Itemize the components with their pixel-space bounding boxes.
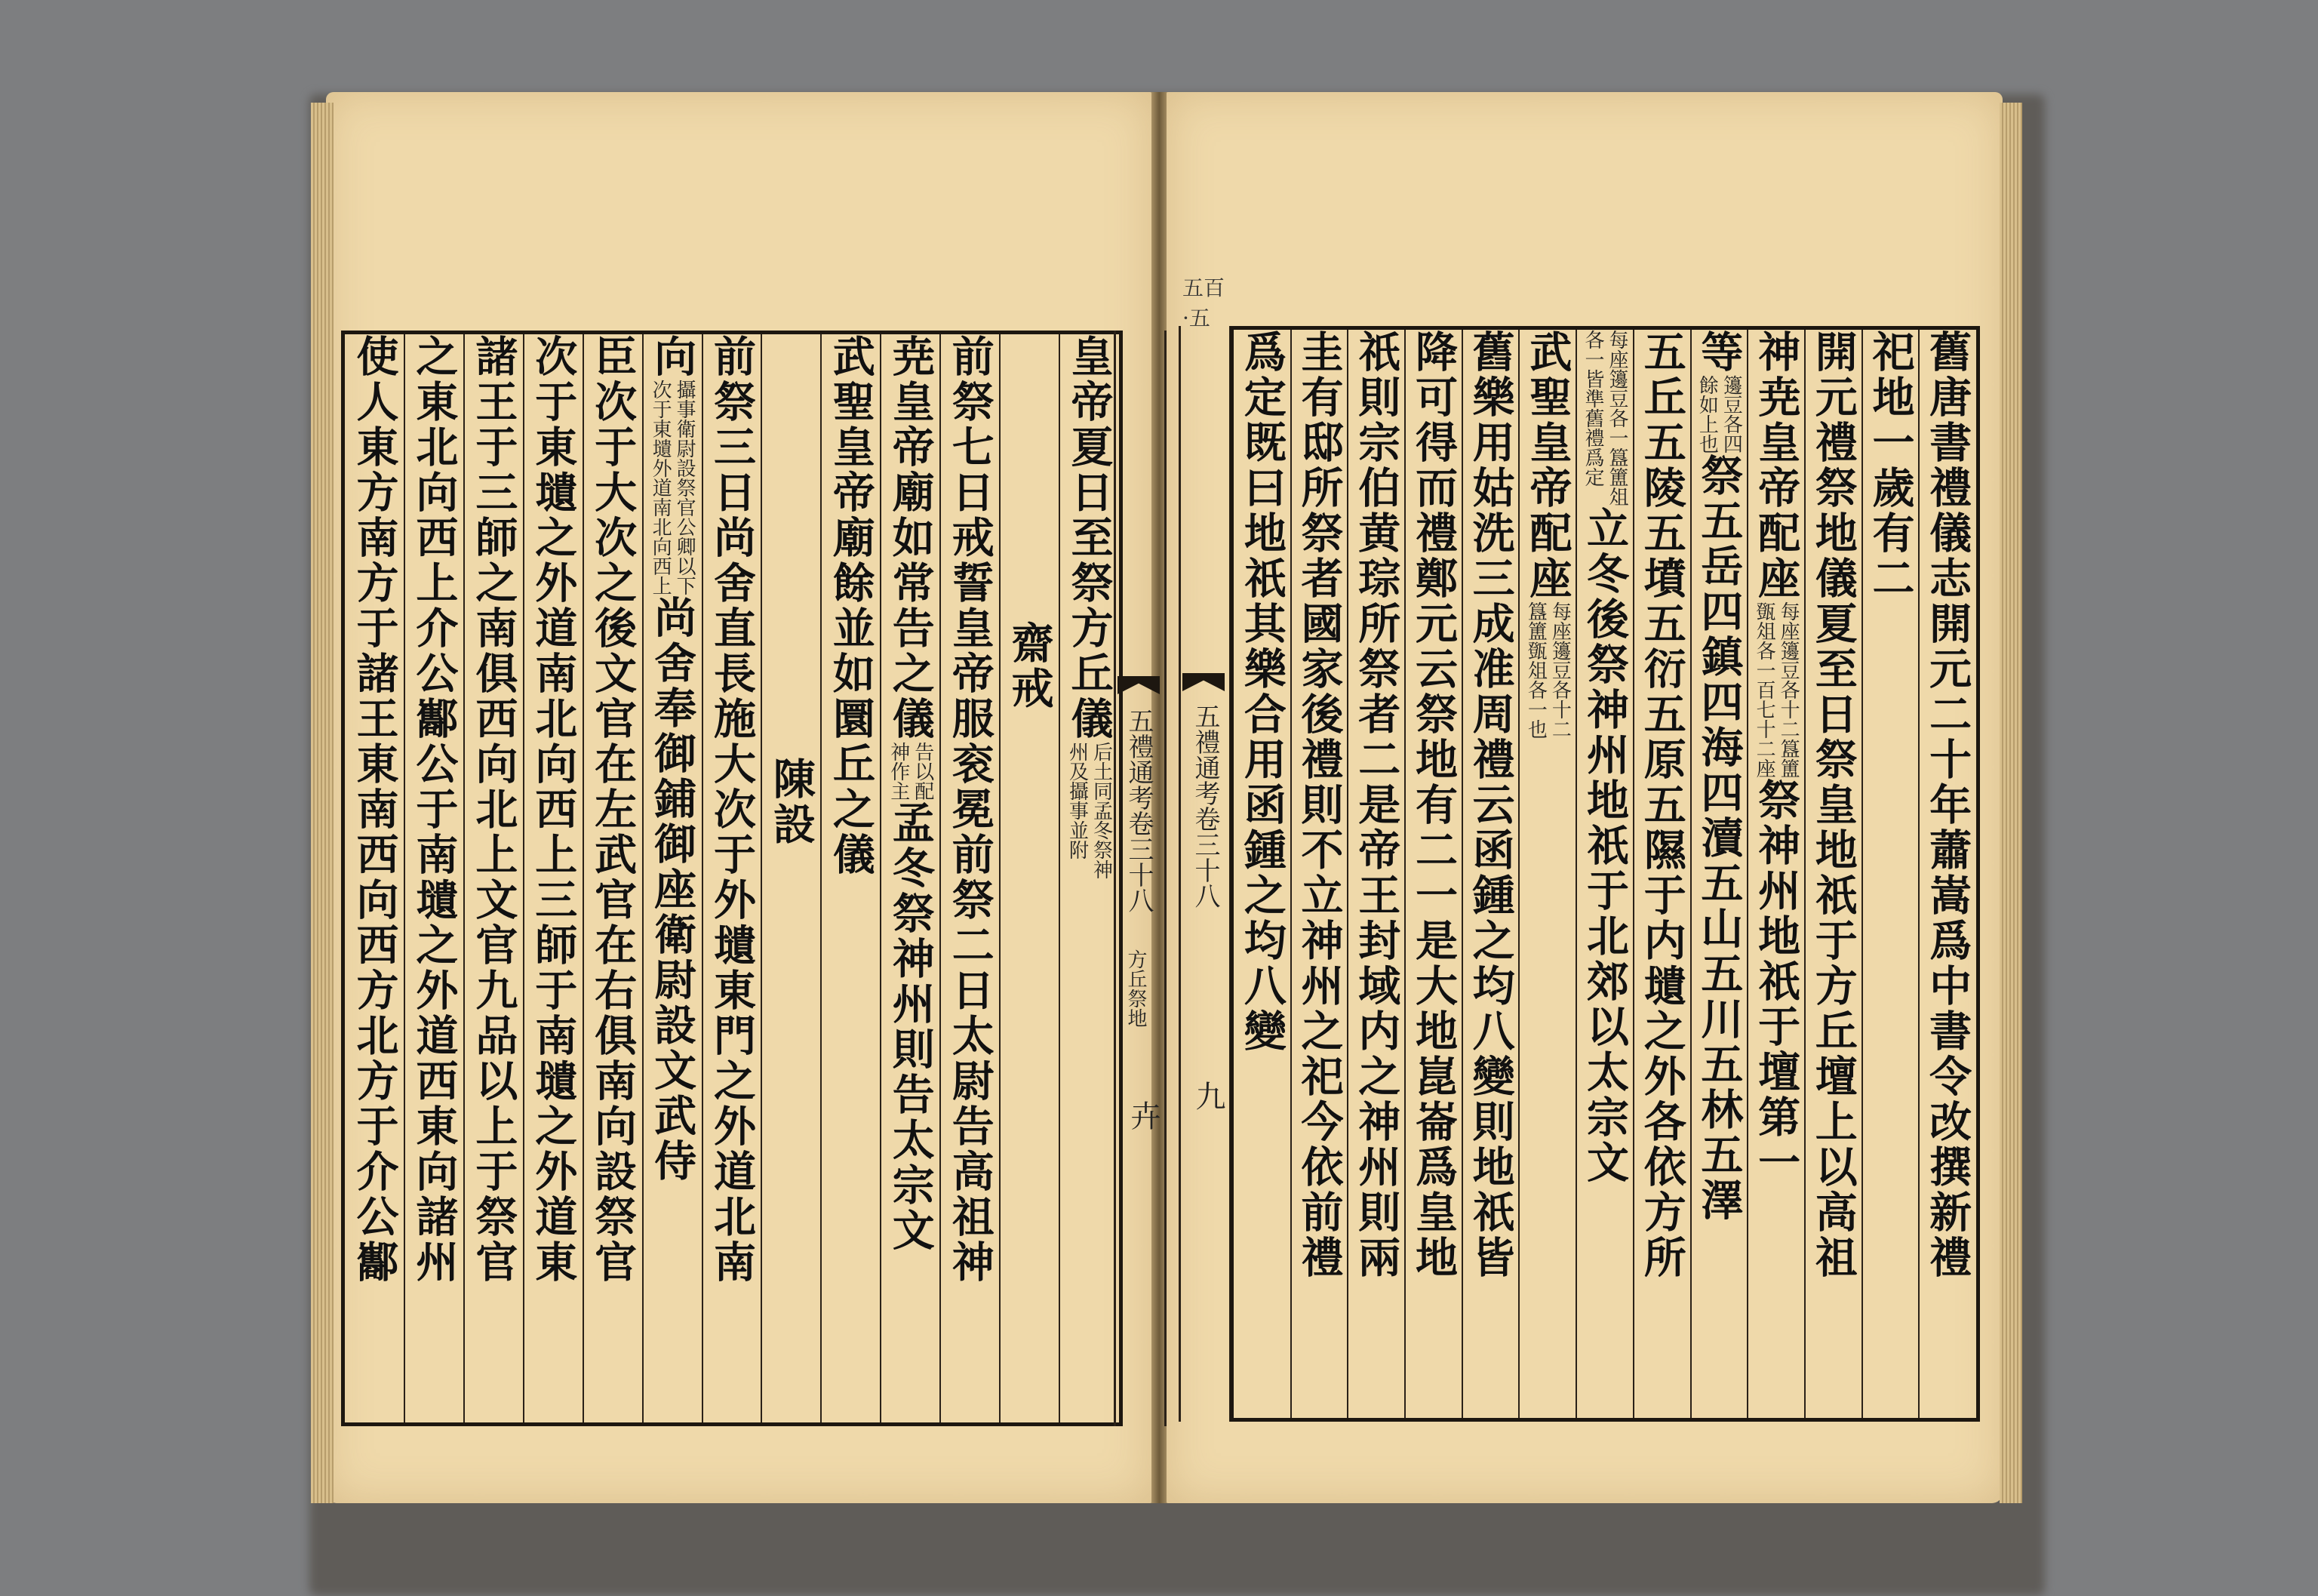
text-column [1691, 330, 1748, 1418]
note-line: 次于東壝外道南北向西上 [649, 380, 672, 595]
column-main-text: 使人東方南方于諸王東南西向西方北方于介公酅 [349, 334, 400, 1285]
column-main-text: 之東北向西上介公酅公于南壝之外道西東向諸州 [409, 334, 460, 1285]
page-edges [2000, 103, 2022, 1503]
interlinear-note [1524, 601, 1571, 739]
interlinear-note [649, 380, 696, 595]
column-rule [1747, 330, 1748, 1418]
column-rule [523, 334, 524, 1422]
column-main-text: 武聖皇帝配座 [1523, 330, 1573, 601]
note-line: 簋簠㽅俎各一也 [1524, 601, 1548, 739]
column-rule [999, 334, 1001, 1422]
right-text-block [1230, 326, 1980, 1422]
text-column [702, 334, 762, 1422]
column-main-text: 等 [1694, 330, 1745, 375]
text-column [1805, 330, 1862, 1418]
text-column [940, 334, 1000, 1422]
note-line: 每座籩豆各十二 [1548, 601, 1572, 739]
text-column [583, 334, 643, 1422]
subsection-setup: 陳設 [766, 757, 816, 847]
text-column [761, 334, 821, 1422]
note-line: 神作主 [887, 742, 910, 801]
note-line: 每座籩豆各十二簋簠 [1777, 601, 1800, 778]
heading-note [1066, 742, 1113, 879]
column-main-text: 尭皇帝廟如常告之儀 [885, 334, 936, 742]
column-rule [761, 334, 762, 1422]
text-column [1634, 330, 1691, 1418]
note-line: 各一皆準舊禮爲定 [1582, 330, 1605, 487]
column-main-text: 祀地一歲有二 [1865, 330, 1916, 601]
column-rule [1633, 330, 1634, 1418]
column-continued-text: 孟冬祭神州則告太宗文 [885, 801, 936, 1253]
column-main-text: 臣次于大次之後文官在左武官在右俱南向設祭官 [588, 334, 638, 1285]
text-column [345, 334, 404, 1422]
text-column [1519, 330, 1576, 1418]
column-continued-text: 尚舍奉御鋪御座衛尉設文武侍 [647, 595, 698, 1184]
text-column [1748, 330, 1805, 1418]
fishtail-mark [1182, 673, 1225, 691]
text-column [404, 334, 464, 1422]
note-line: 告以配 [911, 742, 934, 801]
column-rule [1404, 330, 1406, 1418]
interlinear-note [1582, 330, 1628, 506]
text-column [1234, 330, 1291, 1418]
column-rule [1576, 330, 1577, 1418]
text-column [464, 334, 524, 1422]
column-rule [404, 334, 405, 1422]
column-main-text: 舊樂用姑洗三成准周禮云函鍾之均八變則地祇皆 [1465, 330, 1516, 1281]
column-rule [939, 334, 941, 1422]
interlinear-note [1695, 375, 1742, 454]
left-margin-chapter: 方丘祭地 [1124, 949, 1147, 1028]
left-margin-book-title: 五禮通考卷三十八 [1124, 708, 1154, 913]
column-rule [1804, 330, 1806, 1418]
right-fold-column [1179, 275, 1231, 1422]
text-column [1291, 330, 1348, 1418]
left-page [326, 92, 1161, 1503]
column-main-text: 舊唐書禮儀志開元二十年蕭嵩爲中書令改撰新禮 [1923, 330, 1973, 1281]
column-main-text: 神尭皇帝配座 [1751, 330, 1802, 601]
note-line: 籩豆各四 [1720, 375, 1743, 454]
column-rule [1462, 330, 1463, 1418]
text-column [881, 334, 940, 1422]
column-main-text: 開元禮祭地儀夏至日祭皇地祇于方丘壇上以高祖 [1808, 330, 1858, 1281]
interlinear-note [1753, 601, 1800, 778]
column-main-text: 諸王于三師之南俱西向北上文官九品以上于祭官 [469, 334, 519, 1285]
column-continued-text: 祭五岳四鎮四海四瀆五山五川五林五澤 [1694, 454, 1745, 1223]
text-column [1348, 330, 1405, 1418]
text-column [643, 334, 702, 1422]
text-column [1462, 330, 1520, 1418]
left-margin-folio: 卉 [1126, 1100, 1161, 1130]
page-edges [311, 103, 334, 1503]
column-rule [1861, 330, 1863, 1418]
column-continued-text: 立冬後祭神州地祇于北郊以太宗文 [1580, 506, 1631, 1185]
column-main-text: 前祭七日戒誓皇帝服衮冕前祭二日太尉告高祖神 [945, 334, 995, 1285]
column-main-text: 向 [647, 334, 698, 380]
interlinear-note [887, 742, 934, 801]
column-main-text: 爲定既曰地祇其樂合用函鍾之均八變 [1237, 330, 1287, 1054]
left-fold-column [1114, 331, 1167, 1426]
column-rule [1918, 330, 1920, 1418]
column-rule [1347, 330, 1348, 1418]
edition-mark: 五百·五 [1182, 275, 1225, 331]
column-rule [702, 334, 703, 1422]
note-line: 攝事衛尉設祭官公卿以下 [673, 380, 696, 595]
column-main-text: 五丘五陵五墳五衍五原五隰于内壝之外各依方所 [1637, 330, 1687, 1281]
note-line: 㽅俎各一百七十二座 [1753, 601, 1776, 778]
column-main-text: 前祭三日尚舍直長施大次于外壝東門之外道北南 [707, 334, 757, 1285]
column-main-text: 圭有邸所祭者國家後禮則不立神州之祀今依前禮 [1294, 330, 1345, 1281]
text-column [1576, 330, 1634, 1418]
note-line: 州及攝事並附 [1065, 742, 1089, 860]
column-main-text: 次于東壝之外道南北向西上三師于南壝之外道東 [528, 334, 579, 1285]
section-heading-column [1059, 334, 1119, 1422]
column-rule [1059, 334, 1060, 1422]
column-main-text: 祇則宗伯黄琮所祭者二是帝王封域内之神州則兩 [1351, 330, 1402, 1281]
text-column [1862, 330, 1920, 1418]
column-main-text: 武聖皇帝廟餘並如圜丘之儀 [825, 334, 876, 878]
note-line: 每座籩豆各一簋簠俎 [1606, 330, 1629, 506]
column-rule [880, 334, 881, 1422]
fishtail-mark [1117, 676, 1160, 694]
right-margin-folio: 九 [1191, 1081, 1225, 1111]
column-rule [820, 334, 822, 1422]
column-rule [463, 334, 465, 1422]
text-column [1919, 330, 1976, 1418]
column-rule [1690, 330, 1692, 1418]
text-column [1405, 330, 1462, 1418]
section-heading: 皇帝夏日至祭方丘儀 [1064, 334, 1114, 742]
note-line: 餘如上也 [1695, 375, 1719, 454]
column-rule [1290, 330, 1292, 1418]
column-continued-text: 祭神州地祇于壇第一 [1751, 778, 1802, 1185]
column-rule [642, 334, 644, 1422]
right-page [1167, 92, 2003, 1503]
column-rule [583, 334, 584, 1422]
text-column [524, 334, 583, 1422]
right-margin-book-title: 五禮通考卷三十八 [1190, 703, 1220, 909]
left-text-block [341, 331, 1123, 1426]
note-line: 后土同孟冬祭神 [1090, 742, 1113, 879]
subsection-fasting: 齋戒 [1004, 621, 1055, 712]
column-rule [1518, 330, 1520, 1418]
text-column [821, 334, 881, 1422]
text-column [1000, 334, 1059, 1422]
column-main-text: 降可得而禮鄭元云祭地有二一是大地崑崙爲皇地 [1408, 330, 1459, 1281]
